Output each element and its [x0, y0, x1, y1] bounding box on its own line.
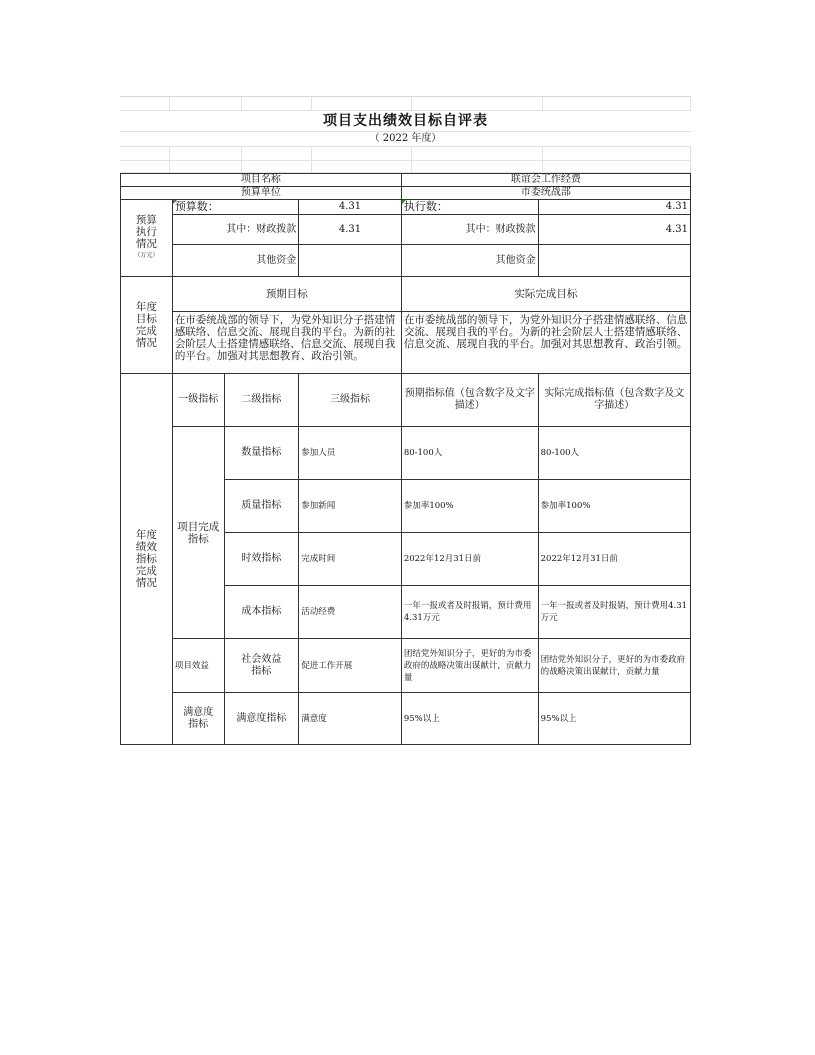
row-level3: 活动经费 — [299, 586, 402, 639]
row-level2-text: 社会效益指标 — [241, 653, 282, 677]
row-expected: 一年一报或者及时报销，预计费用4.31万元 — [401, 586, 538, 639]
group-project-benefit: 项目效益 — [172, 639, 224, 693]
row-level2: 成本指标 — [224, 586, 299, 639]
row-level2: 满意度指标 — [224, 693, 299, 745]
fiscal-budget-value: 4.31 — [299, 215, 402, 245]
row-actual: 团结党外知识分子，更好的为市委政府的战略决策出谋献计，贡献力量 — [538, 639, 690, 693]
project-name-value: 联谊会工作经费 — [401, 174, 690, 187]
annual-goal-label-text: 年度目标完成情况 — [135, 301, 157, 349]
budget-amount-label: 预算数： — [172, 200, 298, 215]
row-level3: 完成时间 — [299, 533, 402, 586]
row-expected: 95%以上 — [401, 693, 538, 745]
group-satisfaction — [172, 693, 224, 745]
row-expected: 参加率100% — [401, 480, 538, 533]
row-actual: 80-100人 — [538, 427, 690, 480]
budget-unit-note: （万元） — [134, 252, 159, 259]
header-level3: 三级指标 — [299, 374, 402, 427]
year-label: （ 2022 年度） — [120, 132, 691, 147]
empty-grid-row — [120, 161, 691, 173]
fiscal-label-right: 其中：财政拨款 — [401, 215, 538, 245]
row-level3: 满意度 — [299, 693, 402, 745]
row-level2: 数量指标 — [224, 427, 299, 480]
empty-grid-row — [120, 97, 691, 111]
evaluation-sheet — [120, 96, 691, 745]
row-actual: 一年一报或者及时报销，预计费用4.31万元 — [538, 586, 690, 639]
sheet-title: 项目支出绩效目标自评表 — [120, 111, 691, 132]
group-project-completion — [172, 427, 224, 639]
other-funds-label-right: 其他资金 — [401, 245, 538, 277]
performance-label — [121, 374, 173, 745]
budget-unit-value: 市委统战部 — [401, 187, 690, 200]
table-row — [121, 427, 691, 480]
row-level2: 质量指标 — [224, 480, 299, 533]
annual-goal-label — [121, 277, 173, 374]
actual-goal-text: 在市委统战部的领导下，为党外知识分子搭建情感联络、信息交流、展现自我的平台。为新的社会阶层人士搭建情感联络、信息交流、展现自我的平台。加强对其思想教育、政治引领。 — [401, 312, 690, 374]
budget-exec-label — [121, 200, 173, 277]
expected-goal-header: 预期目标 — [172, 277, 401, 312]
table-row — [121, 639, 691, 693]
header-expected: 预期指标值（包含数字及文字描述） — [401, 374, 538, 427]
empty-grid-row — [120, 147, 691, 161]
fiscal-label-left: 其中：财政拨款 — [172, 215, 298, 245]
project-name-label: 项目名称 — [121, 174, 402, 187]
row-actual: 95%以上 — [538, 693, 690, 745]
other-funds-budget — [299, 245, 402, 277]
row-expected: 80-100人 — [401, 427, 538, 480]
row-level3: 促进工作开展 — [299, 639, 402, 693]
performance-label-text: 年度绩效指标完成情况 — [135, 529, 157, 589]
row-level2 — [224, 639, 299, 693]
header-level2: 二级指标 — [224, 374, 299, 427]
other-funds-exec — [538, 245, 690, 277]
group-project-completion-text: 项目完成指标 — [177, 520, 220, 545]
evaluation-table — [120, 173, 691, 745]
row-actual: 2022年12月31日前 — [538, 533, 690, 586]
table-row — [121, 693, 691, 745]
fiscal-exec-value: 4.31 — [538, 215, 690, 245]
actual-goal-header: 实际完成目标 — [401, 277, 690, 312]
sheet-header — [120, 96, 691, 173]
budget-amount-value: 4.31 — [299, 200, 402, 215]
row-level2: 时效指标 — [224, 533, 299, 586]
budget-unit-label: 预算单位 — [121, 187, 402, 200]
row-expected: 团结党外知识分子，更好的为市委政府的战略决策出谋献计，贡献力量 — [401, 639, 538, 693]
header-actual: 实际完成指标值（包含数字及文字描述） — [538, 374, 690, 427]
exec-amount-label: 执行数： — [401, 200, 538, 215]
row-level3: 参加新闻 — [299, 480, 402, 533]
group-satisfaction-text: 满意度指标 — [183, 706, 214, 730]
other-funds-label-left: 其他资金 — [172, 245, 298, 277]
header-level1: 一级指标 — [172, 374, 224, 427]
budget-exec-label-text: 预算执行情况 — [135, 214, 157, 250]
row-actual: 参加率100% — [538, 480, 690, 533]
row-level3: 参加人员 — [299, 427, 402, 480]
row-expected: 2022年12月31日前 — [401, 533, 538, 586]
expected-goal-text: 在市委统战部的领导下，为党外知识分子搭建情感联络、信息交流、展现自我的平台。为新的社会阶层人士搭建情感联络、信息交流、展现自我的平台。加强对其思想教育、政治引领。 — [172, 312, 401, 374]
exec-amount-value: 4.31 — [538, 200, 690, 215]
